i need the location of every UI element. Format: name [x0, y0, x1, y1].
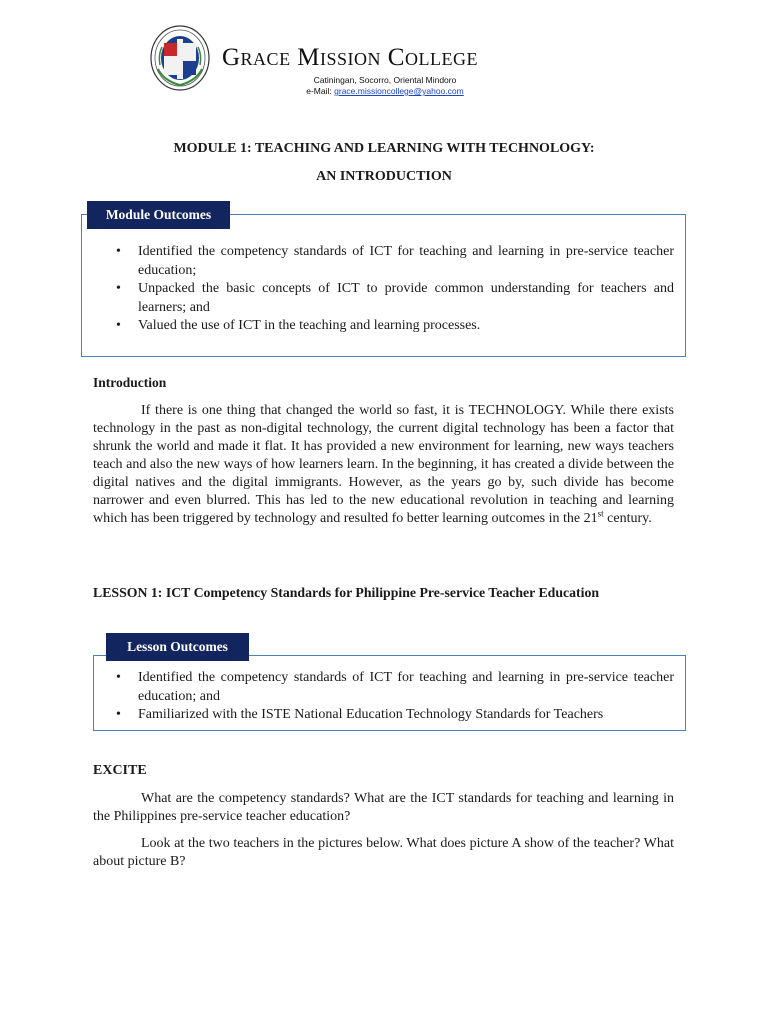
module-outcomes-list — [112, 243, 674, 336]
college-address: Catiningan, Socorro, Oriental Mindoro — [313, 75, 457, 85]
introduction-heading: Introduction — [93, 375, 167, 390]
module-title-line1: MODULE 1: TEACHING AND LEARNING WITH TECHNOLOGY: — [173, 141, 595, 156]
introduction-paragraph: If there is one thing that changed the world so fast, it is TECHNOLOGY. While there exists technology in the past as non-digital technology, the current digital technology has been a factor that shrunk the world and made it flat. It has provided a new environment for learning, new ways teachers teach and also the new ways of how learners learn. In the beginning, it has created a divide between the digital natives and the digital immigrants. However, as the years go by, such divide has become narrower and even blurred. This has led to the new educational revolution in teaching and learning which has been triggered by technology and resulted fo better learning outcomes in the 21st century. — [93, 403, 674, 526]
list-item: • Valued the use of ICT in the teaching and learning processes. — [116, 318, 481, 333]
excite-heading: EXCITE — [93, 763, 147, 778]
list-item: • Identified the competency standards of ICT for teaching and learning in pre-service teacher education; — [116, 244, 674, 278]
lesson-outcomes-list — [112, 669, 674, 725]
excite-paragraph-1: What are the competency standards? What are the ICT standards for teaching and learning in the Philippines pre-service teacher education? — [93, 791, 674, 824]
college-seal-logo — [150, 25, 210, 91]
email-label: e-Mail: — [306, 86, 332, 96]
list-item: • Familiarized with the ISTE National Education Technology Standards for Teachers — [116, 707, 604, 722]
college-name: Grace Mission College — [222, 44, 478, 71]
college-email-line — [250, 86, 520, 96]
module-title-line2: AN INTRODUCTION — [316, 169, 452, 184]
module-outcomes-tab: Module Outcomes — [87, 201, 230, 229]
lesson-title: LESSON 1: ICT Competency Standards for Philippine Pre-service Teacher Education — [93, 585, 600, 600]
lesson-outcomes-tab: Lesson Outcomes — [106, 633, 249, 661]
excite-paragraph-2: Look at the two teachers in the pictures below. What does picture A show of the teacher? What about picture B? — [93, 836, 674, 869]
email-link[interactable]: grace.missioncollege@yahoo.com — [334, 86, 464, 96]
list-item: • Unpacked the basic concepts of ICT to provide common understanding for teachers and learners; and — [116, 281, 674, 315]
list-item: • Identified the competency standards of ICT for teaching and learning in pre-service teacher education; and — [116, 670, 674, 704]
